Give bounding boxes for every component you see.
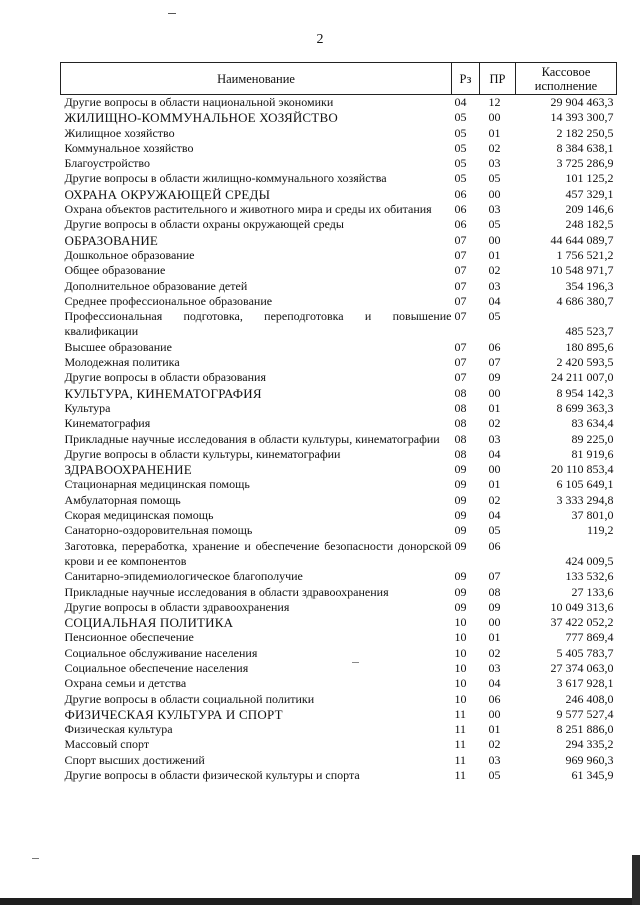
row-pr: 05: [488, 217, 501, 232]
table-row: [61, 753, 617, 768]
row-name: Профессиональная подготовка, переподготовка и повышение квалификации: [64, 309, 452, 339]
row-name: Другие вопросы в области образования: [64, 370, 266, 385]
row-rz: 07: [454, 293, 467, 308]
row-rz: 08: [454, 400, 467, 415]
row-sum: 248 182,5: [565, 217, 614, 232]
scan-mark: [352, 662, 359, 663]
row-rz: 09: [454, 477, 467, 492]
row-name: Дополнительное образование детей: [64, 278, 248, 293]
table-section-row: [61, 462, 617, 477]
table-row: [61, 646, 617, 661]
row-name: Прикладные научные исследования в области здравоохранения: [64, 584, 389, 599]
row-name: ФИЗИЧЕСКАЯ КУЛЬТУРА И СПОРТ: [64, 706, 283, 722]
row-pr: 09: [488, 370, 501, 385]
row-name: Высшее образование: [64, 339, 172, 354]
row-name: Скорая медицинская помощь: [64, 508, 214, 523]
row-sum: 209 146,6: [565, 202, 614, 217]
row-name: Другие вопросы в области национальной экономики: [64, 95, 334, 109]
row-pr: 12: [488, 95, 501, 109]
row-rz: 08: [454, 446, 467, 461]
row-rz: 07: [454, 370, 467, 385]
header-rz: Рз: [452, 63, 480, 95]
row-rz: 07: [454, 263, 467, 278]
row-pr: 05: [488, 768, 501, 783]
row-pr: 01: [488, 400, 501, 415]
row-pr: 02: [488, 737, 501, 752]
row-name: ОБРАЗОВАНИЕ: [64, 232, 159, 248]
row-name: ЖИЛИЩНО-КОММУНАЛЬНОЕ ХОЗЯЙСТВО: [64, 110, 338, 126]
row-rz: 10: [454, 630, 467, 645]
row-pr: 04: [488, 446, 501, 461]
row-rz: 05: [454, 125, 467, 140]
row-name: Массовый спорт: [64, 737, 150, 752]
table-row: [61, 340, 617, 355]
row-pr: 03: [488, 660, 501, 675]
table-row: [61, 692, 617, 707]
row-pr: 01: [488, 247, 501, 262]
row-rz: 08: [454, 385, 467, 400]
row-pr: 05: [488, 309, 501, 324]
row-rz: 09: [454, 569, 467, 584]
table-row: [61, 493, 617, 508]
row-pr: 03: [488, 202, 501, 217]
scan-border: [632, 855, 640, 905]
row-name: Амбулаторная помощь: [64, 492, 181, 507]
table-row: [61, 370, 617, 385]
row-sum: 8 954 142,3: [556, 385, 614, 400]
row-name: Кинематография: [64, 416, 151, 431]
row-name: Стационарная медицинская помощь: [64, 477, 250, 492]
row-sum: 5 405 783,7: [556, 645, 614, 660]
row-sum: 777 869,4: [565, 630, 614, 645]
row-sum: 9 577 527,4: [556, 706, 614, 721]
row-name: Молодежная политика: [64, 355, 180, 370]
table-row: [61, 447, 617, 462]
row-name: СОЦИАЛЬНАЯ ПОЛИТИКА: [64, 615, 234, 631]
table-row: [61, 141, 617, 156]
row-rz: 08: [454, 416, 467, 431]
row-sum: 8 251 886,0: [556, 722, 614, 737]
table-row: [61, 539, 617, 570]
row-pr: 01: [488, 722, 501, 737]
row-sum: 61 345,9: [571, 768, 614, 783]
row-pr: 07: [488, 355, 501, 370]
row-name: ЗДРАВООХРАНЕНИЕ: [64, 462, 192, 478]
row-sum: 81 919,6: [571, 446, 614, 461]
row-rz: 10: [454, 645, 467, 660]
row-sum: 424 009,5: [565, 553, 614, 568]
row-pr: 00: [488, 385, 501, 400]
header-pr: ПР: [480, 63, 516, 95]
row-name: Культура: [64, 400, 111, 415]
row-pr: 00: [488, 706, 501, 721]
row-pr: 06: [488, 339, 501, 354]
row-rz: 07: [454, 232, 467, 247]
table-row: [61, 432, 617, 447]
budget-table: [60, 62, 617, 783]
row-pr: 02: [488, 492, 501, 507]
row-pr: 08: [488, 584, 501, 599]
row-rz: 10: [454, 691, 467, 706]
table-row: [61, 401, 617, 416]
table-row: [61, 156, 617, 171]
row-pr: 09: [488, 599, 501, 614]
row-name: Заготовка, переработка, хранение и обеспечение безопасности донорской крови и ее компонентов: [64, 538, 452, 568]
row-sum: 24 211 007,0: [550, 370, 614, 385]
row-sum: 457 329,1: [565, 186, 614, 201]
row-sum: 294 335,2: [565, 737, 614, 752]
row-rz: 06: [454, 186, 467, 201]
table-row: [61, 661, 617, 676]
row-pr: 04: [488, 676, 501, 691]
row-pr: 02: [488, 140, 501, 155]
row-rz: 11: [454, 706, 467, 721]
row-pr: 00: [488, 462, 501, 477]
row-rz: 07: [454, 247, 467, 262]
row-sum: 3 333 294,8: [556, 492, 614, 507]
table-row: [61, 523, 617, 538]
table-row: [61, 722, 617, 737]
row-rz: 05: [454, 110, 467, 125]
row-name: Социальное обслуживание населения: [64, 645, 258, 660]
row-pr: 03: [488, 431, 501, 446]
row-rz: 08: [454, 431, 467, 446]
row-sum: 2 420 593,5: [556, 355, 614, 370]
table-row: [61, 309, 617, 340]
row-rz: 10: [454, 660, 467, 675]
table-section-row: [61, 615, 617, 630]
row-rz: 10: [454, 615, 467, 630]
row-sum: 29 904 463,3: [550, 95, 614, 109]
row-name: Другие вопросы в области социальной политики: [64, 691, 315, 706]
row-rz: 11: [454, 768, 467, 783]
row-sum: 8 699 363,3: [556, 400, 614, 415]
row-name: Охрана семьи и детства: [64, 676, 187, 691]
header-name: Наименование: [61, 63, 452, 95]
row-pr: 00: [488, 232, 501, 247]
row-pr: 07: [488, 569, 501, 584]
row-pr: 01: [488, 125, 501, 140]
row-sum: 485 523,7: [565, 324, 614, 339]
row-name: Жилищное хозяйство: [64, 125, 175, 140]
row-name: КУЛЬТУРА, КИНЕМАТОГРАФИЯ: [64, 385, 262, 401]
row-pr: 02: [488, 263, 501, 278]
row-pr: 04: [488, 508, 501, 523]
scan-border: [0, 898, 640, 905]
row-rz: 07: [454, 309, 467, 324]
row-rz: 07: [454, 278, 467, 293]
row-sum: 20 110 853,4: [550, 462, 614, 477]
table-section-row: [61, 187, 617, 202]
row-name: Другие вопросы в области охраны окружающей среды: [64, 217, 344, 232]
row-pr: 02: [488, 416, 501, 431]
row-pr: 01: [488, 630, 501, 645]
row-sum: 27 133,6: [571, 584, 614, 599]
row-name: Охрана объектов растительного и животного мира и среды их обитания: [64, 202, 432, 217]
row-rz: 09: [454, 538, 467, 553]
row-name: Другие вопросы в области культуры, кинематографии: [64, 446, 341, 461]
row-name: Прикладные научные исследования в области культуры, кинематографии: [64, 431, 440, 446]
scan-mark: [32, 858, 39, 859]
row-rz: 11: [454, 752, 467, 767]
row-sum: 1 756 521,2: [556, 247, 614, 262]
row-rz: 10: [454, 676, 467, 691]
row-pr: 00: [488, 110, 501, 125]
row-sum: 133 532,6: [565, 569, 614, 584]
table-row: [61, 95, 617, 111]
row-pr: 03: [488, 752, 501, 767]
table-row: [61, 737, 617, 752]
row-name: Спорт высших достижений: [64, 752, 205, 767]
table-row: [61, 279, 617, 294]
page-number: 2: [316, 32, 324, 47]
row-rz: 11: [454, 737, 467, 752]
header-sum-line2: исполнение: [534, 78, 598, 93]
table-row: [61, 126, 617, 141]
table-row: [61, 508, 617, 523]
table-row: [61, 600, 617, 615]
row-rz: 09: [454, 508, 467, 523]
row-pr: 03: [488, 156, 501, 171]
table-header-row: [61, 63, 617, 95]
table-section-row: [61, 386, 617, 401]
table-row: [61, 768, 617, 783]
row-sum: 969 960,3: [565, 752, 614, 767]
table-row: [61, 355, 617, 370]
table-row: [61, 248, 617, 263]
row-pr: 03: [488, 278, 501, 293]
row-rz: 05: [454, 156, 467, 171]
row-rz: 11: [454, 722, 467, 737]
row-name: Среднее профессиональное образование: [64, 293, 273, 308]
row-name: Пенсионное обеспечение: [64, 630, 194, 645]
row-sum: 83 634,4: [571, 416, 614, 431]
table-row: [61, 217, 617, 232]
table-row: [61, 171, 617, 186]
row-rz: 09: [454, 599, 467, 614]
row-rz: 09: [454, 462, 467, 477]
table-section-row: [61, 110, 617, 125]
row-name: Дошкольное образование: [64, 247, 195, 262]
row-sum: 6 105 649,1: [556, 477, 614, 492]
row-name: Санитарно-эпидемиологическое благополучие: [64, 569, 303, 584]
table-row: [61, 263, 617, 278]
row-sum: 14 393 300,7: [550, 110, 614, 125]
row-pr: 05: [488, 171, 501, 186]
row-name: Общее образование: [64, 263, 166, 278]
header-sum-line1: Кассовое: [541, 64, 591, 79]
row-sum: 44 644 089,7: [550, 232, 614, 247]
row-rz: 06: [454, 217, 467, 232]
table-section-row: [61, 233, 617, 248]
row-sum: 37 422 052,2: [550, 615, 614, 630]
row-sum: 246 408,0: [565, 691, 614, 706]
row-rz: 05: [454, 140, 467, 155]
row-name: Физическая культура: [64, 722, 173, 737]
row-rz: 09: [454, 584, 467, 599]
row-sum: 10 548 971,7: [550, 263, 614, 278]
table-row: [61, 416, 617, 431]
row-sum: 180 895,6: [565, 339, 614, 354]
row-name: Другие вопросы в области здравоохранения: [64, 599, 290, 614]
row-name: Коммунальное хозяйство: [64, 140, 194, 155]
row-rz: 06: [454, 202, 467, 217]
table-row: [61, 569, 617, 584]
row-name: Благоустройство: [64, 156, 151, 171]
row-name: Санаторно-оздоровительная помощь: [64, 523, 253, 538]
row-rz: 04: [454, 95, 467, 109]
table-row: [61, 477, 617, 492]
table-section-row: [61, 707, 617, 722]
row-pr: 04: [488, 293, 501, 308]
row-sum: 101 125,2: [565, 171, 614, 186]
table-row: [61, 202, 617, 217]
row-sum: 119,2: [586, 523, 614, 538]
row-rz: 09: [454, 492, 467, 507]
row-sum: 4 686 380,7: [556, 293, 614, 308]
row-pr: 06: [488, 538, 501, 553]
row-sum: 3 617 928,1: [556, 676, 614, 691]
row-pr: 05: [488, 523, 501, 538]
scan-mark: [168, 13, 176, 14]
table-row: [61, 294, 617, 309]
row-pr: 00: [488, 615, 501, 630]
row-name: Социальное обеспечение населения: [64, 660, 249, 675]
row-sum: 2 182 250,5: [556, 125, 614, 140]
row-sum: 10 049 313,6: [550, 599, 614, 614]
table-row: [61, 630, 617, 645]
row-pr: 06: [488, 691, 501, 706]
row-sum: 89 225,0: [571, 431, 614, 446]
table-row: [61, 676, 617, 691]
row-rz: 07: [454, 339, 467, 354]
row-pr: 02: [488, 645, 501, 660]
row-rz: 05: [454, 171, 467, 186]
row-pr: 01: [488, 477, 501, 492]
table-row: [61, 585, 617, 600]
table-body: [61, 95, 617, 784]
row-rz: 07: [454, 355, 467, 370]
header-sum: [516, 63, 617, 95]
row-sum: 37 801,0: [571, 508, 614, 523]
row-name: ОХРАНА ОКРУЖАЮЩЕЙ СРЕДЫ: [64, 186, 271, 202]
row-sum: 3 725 286,9: [556, 156, 614, 171]
row-sum: 27 374 063,0: [550, 660, 614, 675]
row-sum: 354 196,3: [565, 278, 614, 293]
row-name: Другие вопросы в области физической культуры и спорта: [64, 768, 360, 783]
row-sum: 8 384 638,1: [556, 140, 614, 155]
row-rz: 09: [454, 523, 467, 538]
row-pr: 00: [488, 186, 501, 201]
row-name: Другие вопросы в области жилищно-коммунального хозяйства: [64, 171, 387, 186]
